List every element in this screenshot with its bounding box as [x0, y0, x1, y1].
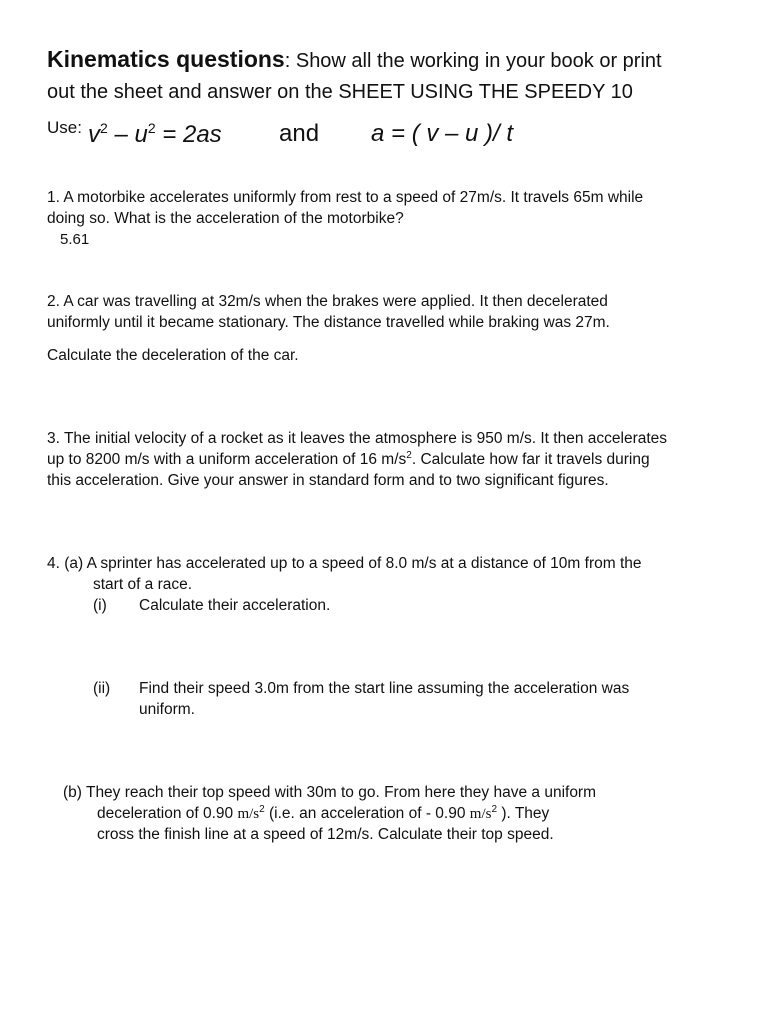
question-1-answer: 5.61 — [60, 231, 90, 248]
question-4a-line-1: 4. (a) A sprinter has accelerated up to a speed of 8.0 m/s at a distance of 10m from the — [47, 555, 642, 572]
formula-1-mid: – u — [107, 121, 148, 148]
title-line-2: out the sheet and answer on the SHEET USING THE SPEEDY 10 — [47, 81, 633, 103]
question-4b-unit-2: m/s — [469, 806, 492, 822]
page-title — [47, 46, 662, 73]
question-4b-line-2-b: (i.e. an acceleration of - 0.90 — [264, 805, 470, 822]
question-4aii-line-2: uniform. — [139, 701, 195, 718]
question-4b-line-2-a: deceleration of 0.90 — [97, 805, 238, 822]
question-1-line-1: 1. A motorbike accelerates uniformly from rest to a speed of 27m/s. It travels 65m while — [47, 189, 644, 206]
question-1-line-2: doing so. What is the acceleration of the motorbike? — [47, 210, 404, 227]
question-4a-line-2: start of a race. — [93, 576, 193, 593]
question-3-line-3: this acceleration. Give your answer in standard form and to two significant figures. — [47, 472, 609, 489]
question-3-superscript: 2 — [406, 449, 412, 461]
formula-1 — [88, 120, 222, 149]
formula-1-end: = 2as — [155, 121, 222, 148]
question-3-line-1: 3. The initial velocity of a rocket as it leaves the atmosphere is 950 m/s. It then accelerates — [47, 430, 668, 447]
question-4aii-label: (ii) — [93, 680, 111, 697]
question-4b-unit-1: m/s — [237, 806, 260, 822]
use-label: Use: — [47, 118, 82, 137]
formula-2: a = ( v – u )/ t — [371, 120, 514, 147]
question-4b-superscript-1: 2 — [259, 803, 265, 815]
question-4b-line-1: (b) They reach their top speed with 30m to go. From here they have a uniform — [63, 784, 597, 801]
title-instructions: : Show all the working in your book or print — [284, 50, 662, 72]
question-3-line-2-b: . Calculate how far it travels during — [411, 451, 650, 468]
title-bold: Kinematics questions — [47, 46, 285, 72]
formula-1-sq1: 2 — [100, 120, 108, 136]
question-3-line-2-a: up to 8200 m/s with a uniform acceleration of 16 m/s — [47, 451, 407, 468]
question-4b-line-2-c: ). They — [497, 805, 550, 822]
question-2-line-1: 2. A car was travelling at 32m/s when the brakes were applied. It then decelerated — [47, 293, 608, 310]
formula-1-v: v — [88, 121, 100, 148]
question-2-line-3: Calculate the deceleration of the car. — [47, 347, 299, 364]
question-4b-line-3: cross the finish line at a speed of 12m/s. Calculate their top speed. — [97, 826, 554, 843]
formula-1-sq2: 2 — [147, 120, 156, 136]
question-4ai-label: (i) — [93, 597, 107, 614]
question-4b-line-2 — [97, 803, 549, 825]
question-4aii-line-1: Find their speed 3.0m from the start line assuming the acceleration was — [139, 680, 630, 697]
question-4b-superscript-2: 2 — [491, 803, 498, 815]
question-3-line-2 — [47, 449, 650, 470]
question-2-line-2: uniformly until it became stationary. The distance travelled while braking was 27m. — [47, 314, 610, 331]
formula-line — [47, 118, 82, 138]
and-word: and — [279, 120, 320, 147]
question-4ai-text: Calculate their acceleration. — [139, 597, 331, 614]
